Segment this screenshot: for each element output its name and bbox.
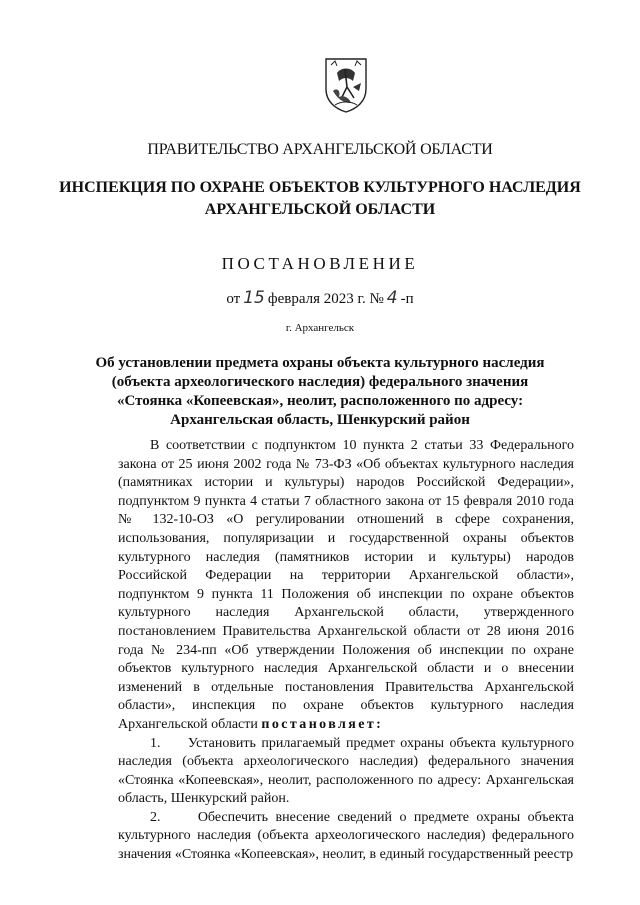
title-line2: (объекта археологического наследия) федерального значения — [111, 374, 529, 390]
preamble-paragraph — [118, 437, 574, 735]
city: г. Архангельск — [285, 322, 355, 334]
number-suffix: -п — [400, 291, 414, 307]
handwritten-number: 4 — [386, 288, 398, 308]
list-item — [118, 735, 574, 809]
title-line1: Об установлении предмета охраны объекта культурного наследия — [95, 355, 545, 371]
document-body — [118, 437, 574, 865]
coat-of-arms-emblem — [323, 57, 369, 113]
item-text: Обеспечить внесение сведений о предмете охраны объекта культурного наследия (объекта археологического наследия) федерального значения «Стоянка «Копеевская», неолит, в единый государственный реестр — [118, 809, 575, 863]
preamble-text: В соответствии с подпунктом 10 пункта 2 статьи 33 Федерального закона от 25 июня 2002 года № 73-ФЗ «Об объектах культурного наследия (памятниках истории и культуры) народов Российской Федерации», подпунктом 9 пункта 4 статьи 7 областного закона от 15 февраля 2010 года № 132-10-ОЗ «О регулировании отношений в сфере сохранения, использования, популяризации и государственной охраны объектов культурного наследия (памятников истории и культуры) народов Российской Федерации на территории Архангельской области», подпунктом 9 пункта 11 Положения об инспекции по охране объектов культурного наследия Архангельской области, утвержденного постановлением Правительства Архангельской области от 28 июня 2016 года № 234-пп «Об утверждении Положения об инспекции по охране объектов культурного наследия Архангельской области и о внесении изменений в отдельные постановления Правительства Архангельской области», инспекция по охране объектов культурного наследия Архангельской области — [118, 438, 574, 732]
item-text: Установить прилагаемый предмет охраны объекта культурного наследия (объекта археологического наследия) федерального значения «Стоянка «Копеевская», неолит, расположенного по адресу: Архангельская область, Шенкурский район. — [118, 735, 575, 807]
inspection-name-line2: АРХАНГЕЛЬСКОЙ ОБЛАСТИ — [204, 201, 436, 218]
inspection-name — [0, 177, 640, 221]
item-number: 1. — [150, 735, 161, 751]
government-name: ПРАВИТЕЛЬСТВО АРХАНГЕЛЬСКОЙ ОБЛАСТИ — [147, 141, 493, 158]
title-line4: Архангельская область, Шенкурский район — [170, 412, 470, 428]
item-number: 2. — [150, 809, 161, 825]
date-prefix: от — [226, 291, 241, 307]
title-line3: «Стоянка «Копеевская», неолит, расположенного по адресу: — [116, 393, 524, 409]
document-title — [0, 354, 640, 430]
date-month-year: февраля 2023 г. № — [267, 291, 384, 307]
resolves-word: постановляет: — [261, 716, 384, 732]
decree-date-line — [0, 288, 640, 308]
document-type: ПОСТАНОВЛЕНИЕ — [221, 254, 419, 273]
list-item — [118, 809, 574, 865]
inspection-name-line1: ИНСПЕКЦИЯ ПО ОХРАНЕ ОБЪЕКТОВ КУЛЬТУРНОГО НАСЛЕДИЯ — [59, 179, 581, 196]
handwritten-day: 15 — [243, 288, 265, 308]
